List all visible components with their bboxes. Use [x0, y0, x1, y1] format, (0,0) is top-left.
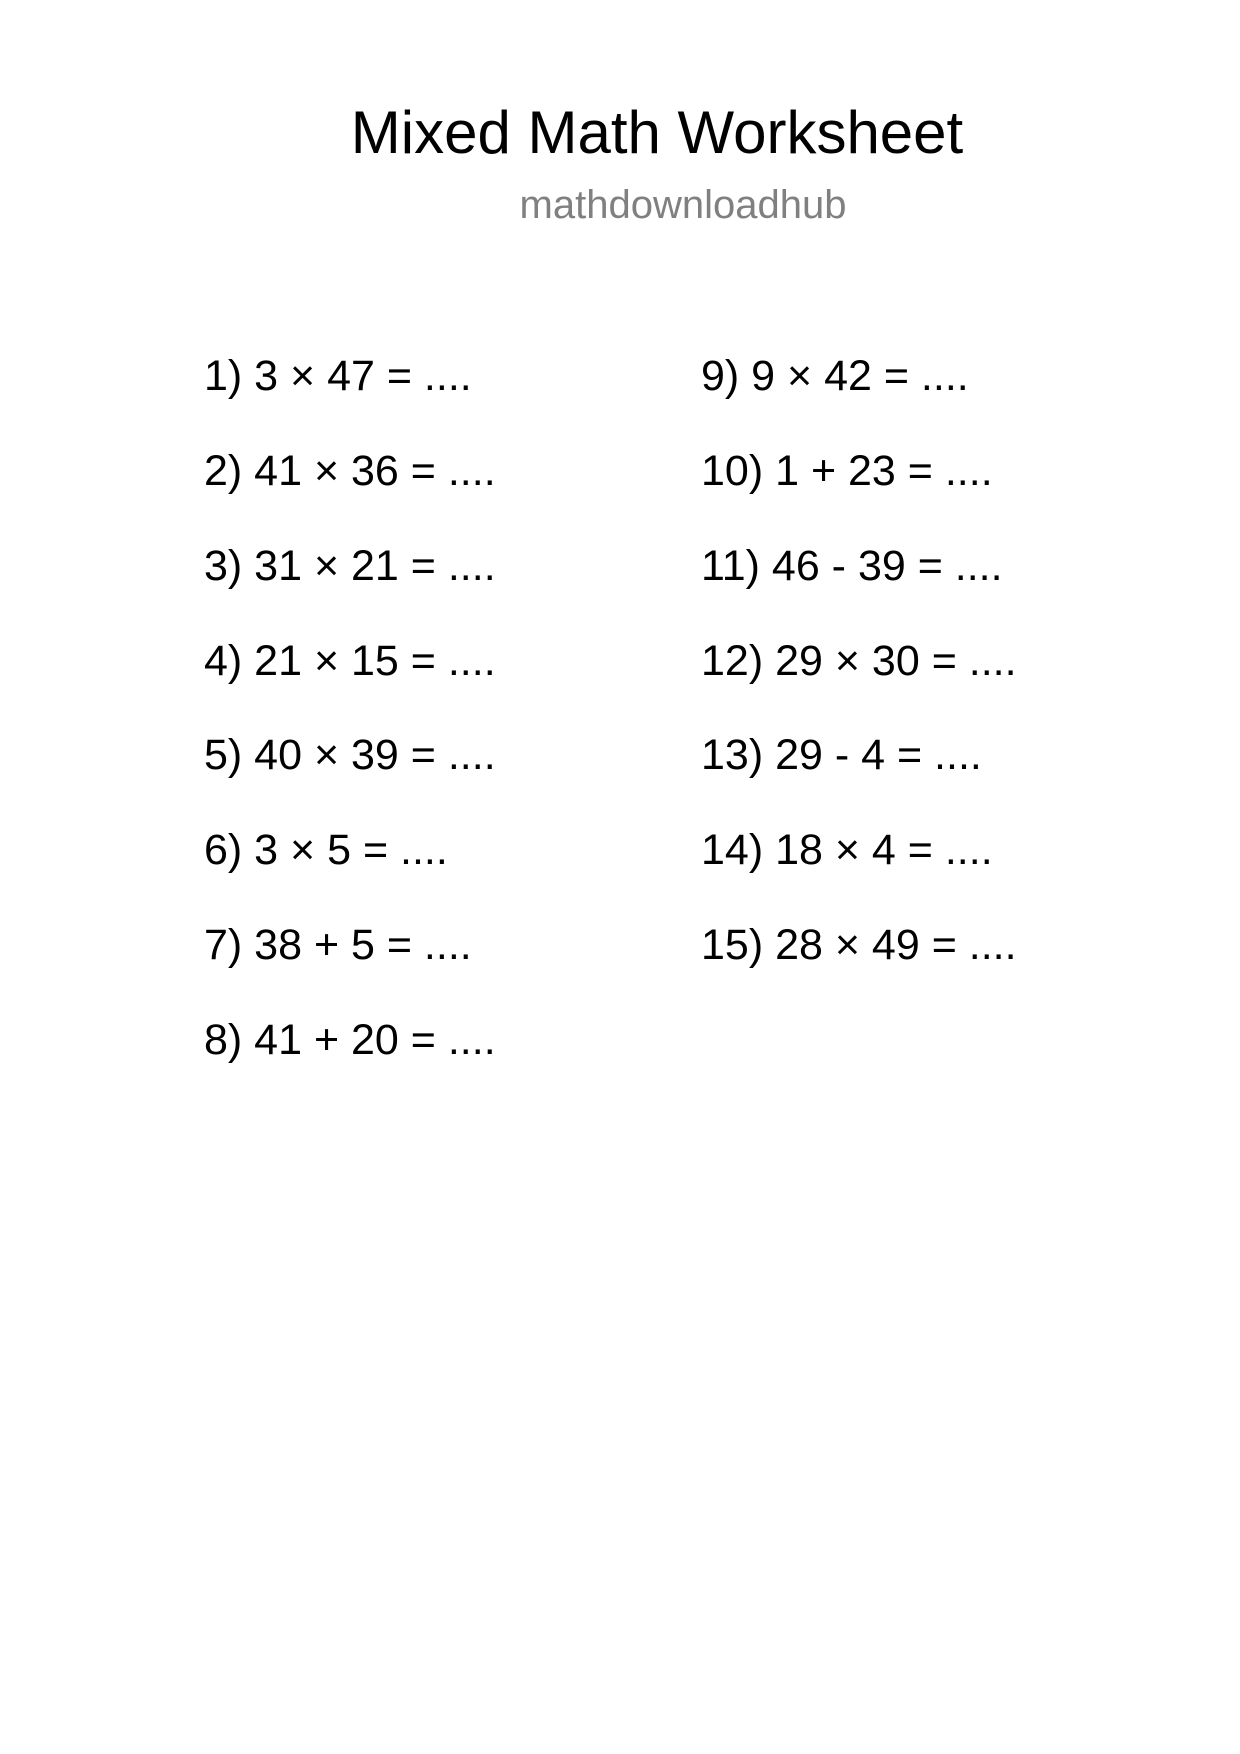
worksheet-title: Mixed Math Worksheet	[350, 99, 964, 166]
problem-item: 9) 9 × 42 = ....	[701, 352, 969, 400]
problem-item: 13) 29 - 4 = ....	[701, 731, 982, 779]
problem-item: 6) 3 × 5 = ....	[204, 826, 448, 874]
problem-item: 11) 46 - 39 = ....	[701, 542, 1003, 590]
problem-item: 12) 29 × 30 = ....	[701, 637, 1017, 685]
problem-item: 3) 31 × 21 = ....	[204, 542, 496, 590]
problem-item: 7) 38 + 5 = ....	[204, 921, 472, 969]
problem-item: 5) 40 × 39 = ....	[204, 731, 496, 779]
problem-item: 2) 41 × 36 = ....	[204, 447, 496, 495]
problem-item: 4) 21 × 15 = ....	[204, 637, 496, 685]
problem-item: 1) 3 × 47 = ....	[204, 352, 472, 400]
problem-item: 8) 41 + 20 = ....	[204, 1016, 496, 1064]
problem-item: 15) 28 × 49 = ....	[701, 921, 1017, 969]
problem-item: 14) 18 × 4 = ....	[701, 826, 993, 874]
worksheet-subtitle: mathdownloadhub	[519, 183, 847, 227]
problem-item: 10) 1 + 23 = ....	[701, 447, 993, 495]
